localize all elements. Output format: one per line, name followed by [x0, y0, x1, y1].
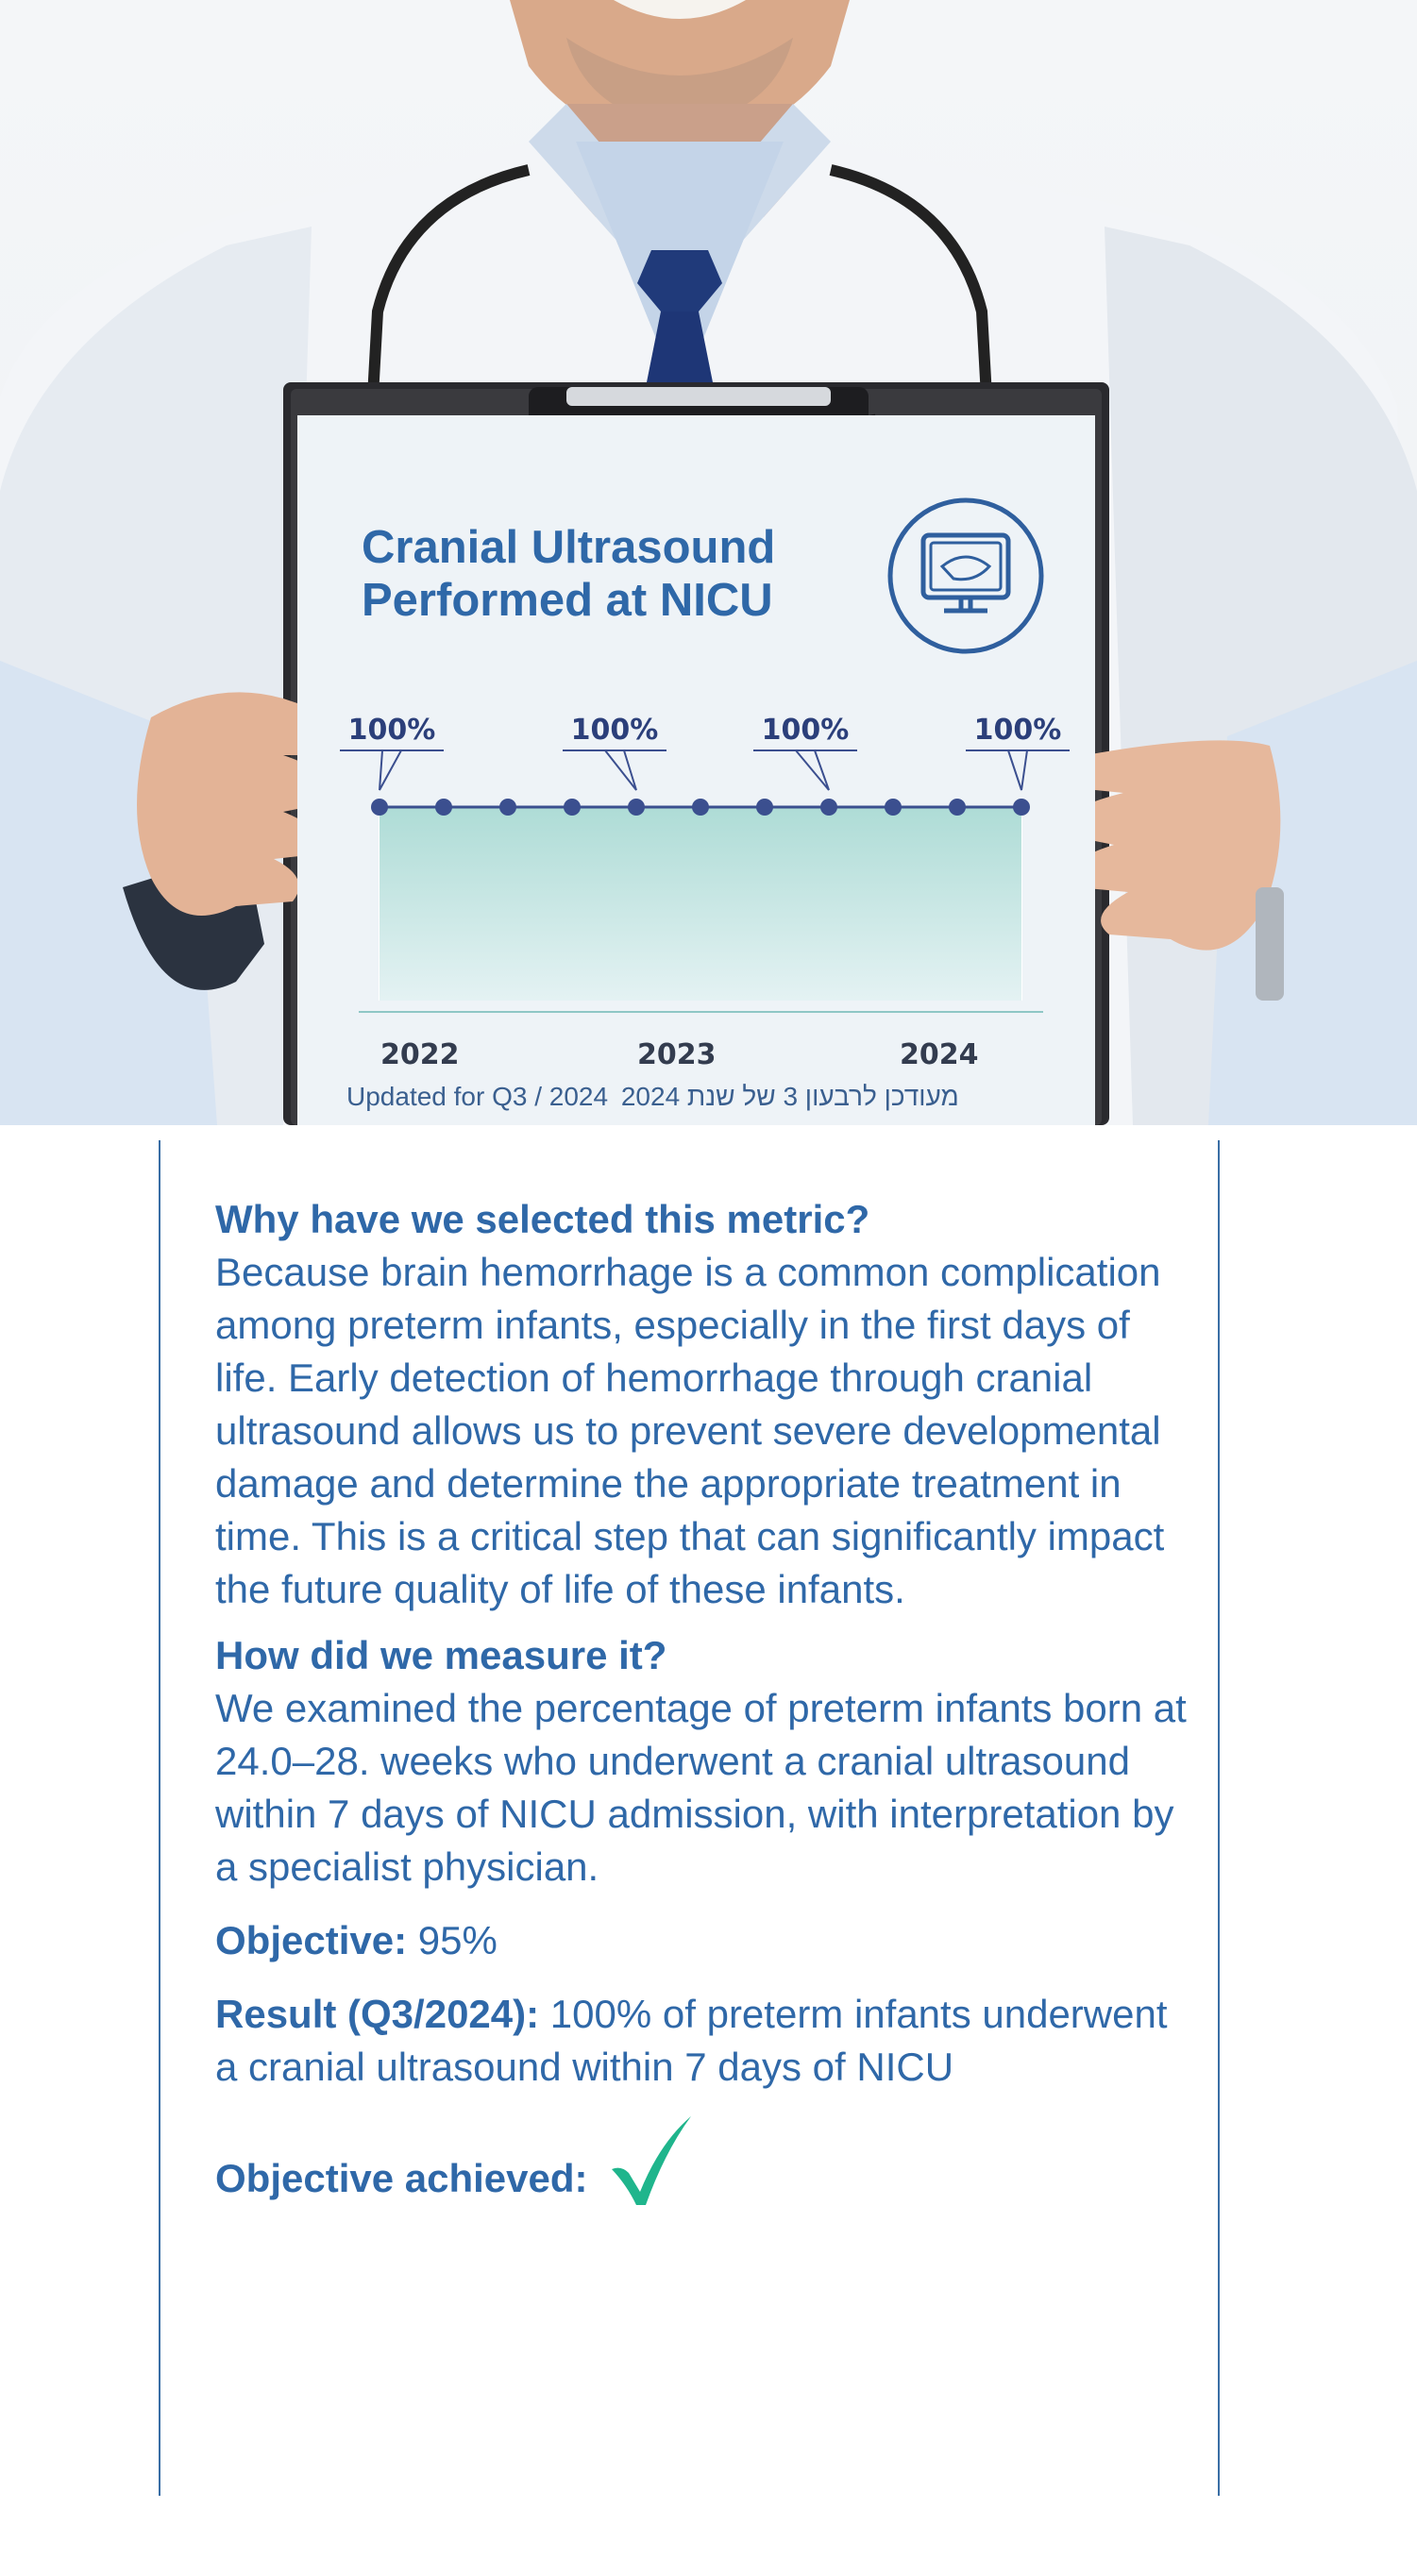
why-heading: Why have we selected this metric?	[215, 1197, 870, 1241]
objective-label: Objective:	[215, 1918, 408, 1962]
callout-pointer	[605, 750, 636, 790]
objective-value: 95%	[417, 1918, 498, 1962]
year-label-2022: 2022	[380, 1038, 460, 1071]
callout-pointer	[380, 750, 401, 790]
data-point-2022-q2	[435, 799, 452, 816]
updated-note	[346, 1082, 1045, 1112]
achieved-label: Objective achieved:	[215, 2156, 588, 2200]
result-text: 100% of preterm infants underwent a cranial ultrasound within 7 days of NICU	[215, 1992, 1168, 2089]
data-point-2023-q1	[628, 799, 645, 816]
data-point-2023-q2	[692, 799, 709, 816]
objective-row	[215, 1914, 1188, 1967]
data-point-2023-q3	[756, 799, 773, 816]
chart-title-line-1: Cranial Ultrasound	[362, 522, 776, 573]
callout-label-2023-q4: 100%	[761, 714, 850, 747]
year-label-2024: 2024	[900, 1038, 979, 1071]
info-panel	[159, 1140, 1220, 2496]
updated-note-hebrew: מעודכן לרבעון 3 של שנת 2024	[620, 1082, 959, 1111]
data-point-2024-q3	[1013, 799, 1030, 816]
data-point-2022-q4	[564, 799, 581, 816]
data-point-2022-q3	[499, 799, 516, 816]
chart-title-line-2: Performed at NICU	[362, 575, 773, 626]
callout-label-2023-q1: 100%	[570, 714, 659, 747]
callout-label-2024-q3: 100%	[973, 714, 1062, 747]
info-text	[215, 1193, 1188, 2209]
data-point-2024-q1	[885, 799, 902, 816]
chart-area-fill	[380, 807, 1021, 1001]
callout-label-2022-q1: 100%	[347, 714, 436, 747]
data-point-2023-q4	[820, 799, 837, 816]
why-text: Because brain hemorrhage is a common complication among preterm infants, especially in the first days of life. Early detection of hemorrhage through cranial ultrasound allows us to prevent severe developmental damage and determine the appropriate treatment in time. This is a critical step that can significantly impact the future quality of life of these infants.	[215, 1250, 1165, 1611]
callout-pointer	[796, 750, 829, 790]
clipboard-paper	[297, 415, 1095, 1125]
achieved-row	[215, 2114, 1188, 2209]
area-chart	[297, 415, 1095, 1125]
updated-note-english: Updated for Q3 / 2024	[346, 1082, 609, 1111]
data-point-2022-q1	[371, 799, 388, 816]
how-heading: How did we measure it?	[215, 1633, 667, 1677]
callout-pointer	[1008, 750, 1027, 790]
checkmark-icon	[608, 2114, 693, 2209]
data-point-2024-q2	[949, 799, 966, 816]
result-label: Result (Q3/2024):	[215, 1992, 540, 2036]
result-row	[215, 1988, 1188, 2094]
doctor-photo	[0, 0, 1417, 1125]
how-text: We examined the percentage of preterm infants born at 24.0–28. weeks who underwent a cranial ultrasound within 7 days of NICU admission, with interpretation by a specialist physician.	[215, 1686, 1187, 1889]
year-label-2023: 2023	[637, 1038, 717, 1071]
